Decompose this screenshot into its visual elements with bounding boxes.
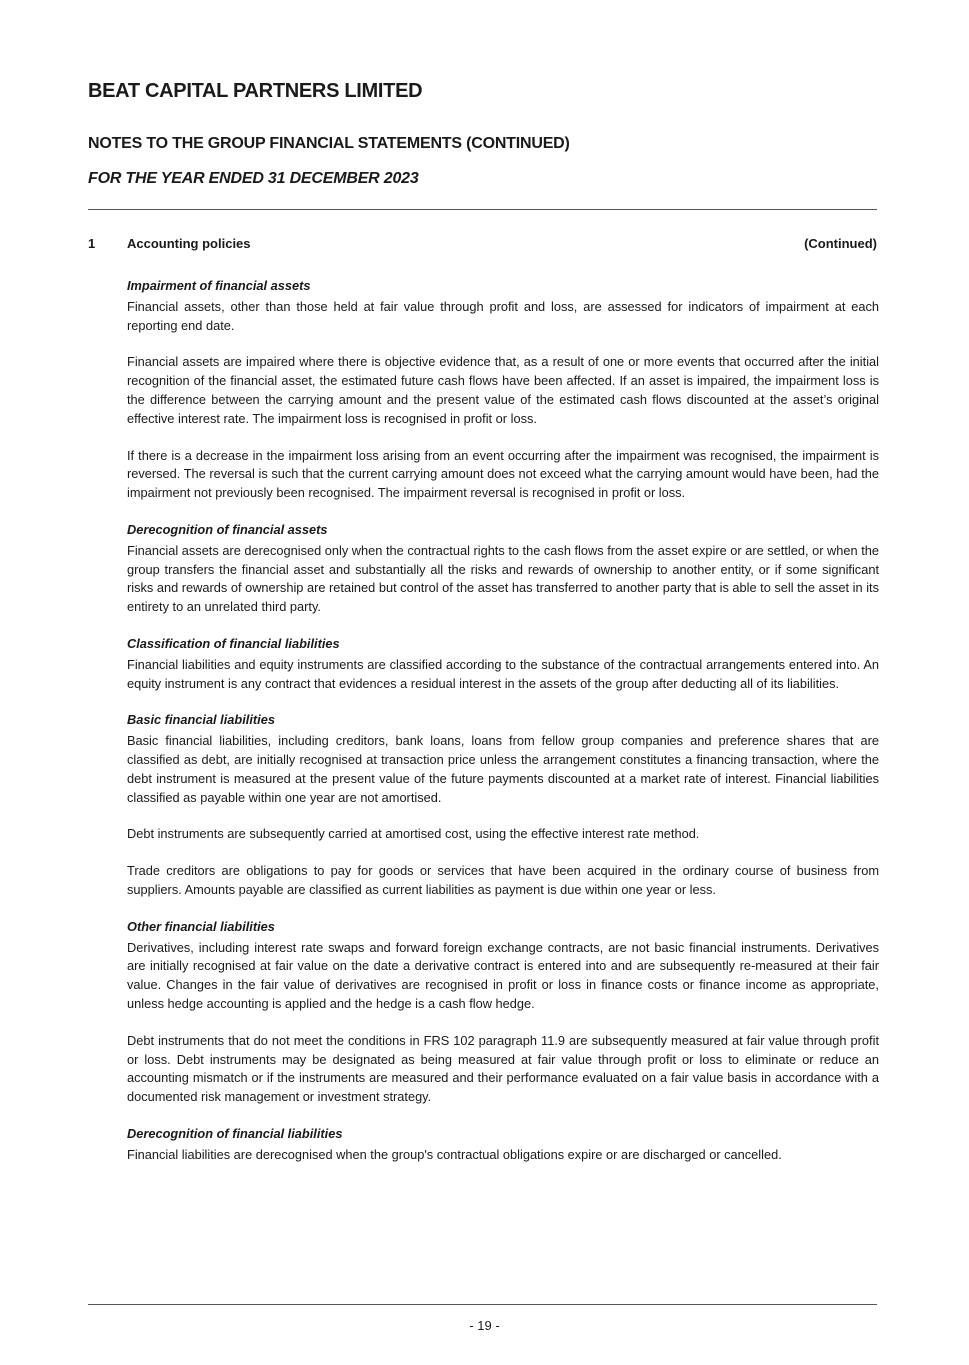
page-number: - 19 - bbox=[469, 1318, 500, 1333]
company-name: BEAT CAPITAL PARTNERS LIMITED bbox=[88, 80, 423, 102]
notes-title: NOTES TO THE GROUP FINANCIAL STATEMENTS (CONTINUED) bbox=[88, 135, 570, 152]
note-paragraph: Financial assets are derecognised only when the contractual rights to the cash flows from the asset expire or are settled, or when the group transfers the financial asset and substantially all the risks and rewards of ownership to another entity, or if some significant risks and rewards of ownership are retained but control of the asset has transferred to another party that is able to sell the asset in its entirety to an unrelated third party. bbox=[127, 542, 879, 615]
note-paragraph: Financial liabilities and equity instruments are classified according to the substance of the contractual arrangements entered into. An equity instrument is any contract that evidences a residual interest in the assets of the group after deducting all of its liabilities. bbox=[127, 656, 879, 691]
section-title: Accounting policies bbox=[127, 236, 251, 251]
header-divider bbox=[88, 209, 877, 210]
section-heading bbox=[88, 236, 877, 254]
note-paragraph: Financial assets, other than those held at fair value through profit and loss, are assessed for indicators of impairment at each reporting end date. bbox=[127, 298, 879, 333]
section-number: 1 bbox=[88, 236, 96, 251]
note-block-basic-liabilities bbox=[127, 711, 879, 899]
note-block-impairment bbox=[127, 277, 879, 503]
note-heading: Impairment of financial assets bbox=[127, 278, 311, 293]
note-paragraph: Debt instruments that do not meet the conditions in FRS 102 paragraph 11.9 are subsequently measured at fair value through profit or loss. Debt instruments may be designated as being measured at fair value through profit or loss to eliminate or reduce an accounting mismatch or if the instruments are measured and their performance evaluated on a fair value basis in accordance with a documented risk management or investment strategy. bbox=[127, 1032, 879, 1105]
period-subtitle: FOR THE YEAR ENDED 31 DECEMBER 2023 bbox=[88, 170, 419, 187]
note-heading: Derecognition of financial assets bbox=[127, 521, 328, 537]
note-paragraph: Derivatives, including interest rate swaps and forward foreign exchange contracts, are not basic financial instruments. Derivatives are initially recognised at fair value on the date a derivative contract is entered into and are subsequently re-measured at their fair value. Changes in the fair value of derivatives are recognised in profit or loss in finance costs or finance income as appropriate, unless hedge accounting is applied and the hedge is a cash flow hedge. bbox=[127, 939, 879, 1011]
note-paragraph: Trade creditors are obligations to pay for goods or services that have been acquired in the ordinary course of business from suppliers. Amounts payable are classified as current liabilities as payment is due within one year or less. bbox=[127, 863, 879, 897]
notes-content bbox=[127, 277, 879, 1182]
note-block-derecognition-assets bbox=[127, 521, 879, 617]
note-block-other-liabilities bbox=[127, 918, 879, 1107]
footer-divider bbox=[88, 1304, 877, 1305]
continued-label: (Continued) bbox=[804, 236, 877, 251]
note-paragraph: Basic financial liabilities, including creditors, bank loans, loans from fellow group companies and preference shares that are classified as debt, are initially recognised at transaction price unless the arrangement constitutes a financing transaction, where the debt instrument is measured at the present value of the future payments discounted at a market rate of interest. Financial liabilities classified as payable within one year are not amortised. bbox=[127, 733, 879, 805]
note-heading: Basic financial liabilities bbox=[127, 712, 275, 728]
note-heading: Classification of financial liabilities bbox=[127, 635, 340, 651]
note-heading: Derecognition of financial liabilities bbox=[127, 1125, 343, 1141]
note-block-classification bbox=[127, 635, 879, 693]
note-heading: Other financial liabilities bbox=[127, 918, 275, 934]
note-block-derecognition-liabilities bbox=[127, 1125, 879, 1165]
note-paragraph: Debt instruments are subsequently carried at amortised cost, using the effective interest rate method. bbox=[127, 826, 700, 842]
note-paragraph: Financial liabilities are derecognised when the group's contractual obligations expire or are discharged or cancelled. bbox=[127, 1146, 782, 1162]
note-paragraph: Financial assets are impaired where there is objective evidence that, as a result of one or more events that occurred after the initial recognition of the financial asset, the estimated future cash flows have been affected. If an asset is impaired, the impairment loss is the difference between the carrying amount and the present value of the estimated cash flows discounted at the asset’s original effective interest rate. The impairment loss is recognised in profit or loss. bbox=[127, 354, 879, 426]
note-paragraph: If there is a decrease in the impairment loss arising from an event occurring after the impairment was recognised, the impairment is reversed. The reversal is such that the current carrying amount does not exceed what the carrying amount would have been, had the impairment not previously been recognised. The impairment reversal is recognised in profit or loss. bbox=[127, 447, 879, 501]
